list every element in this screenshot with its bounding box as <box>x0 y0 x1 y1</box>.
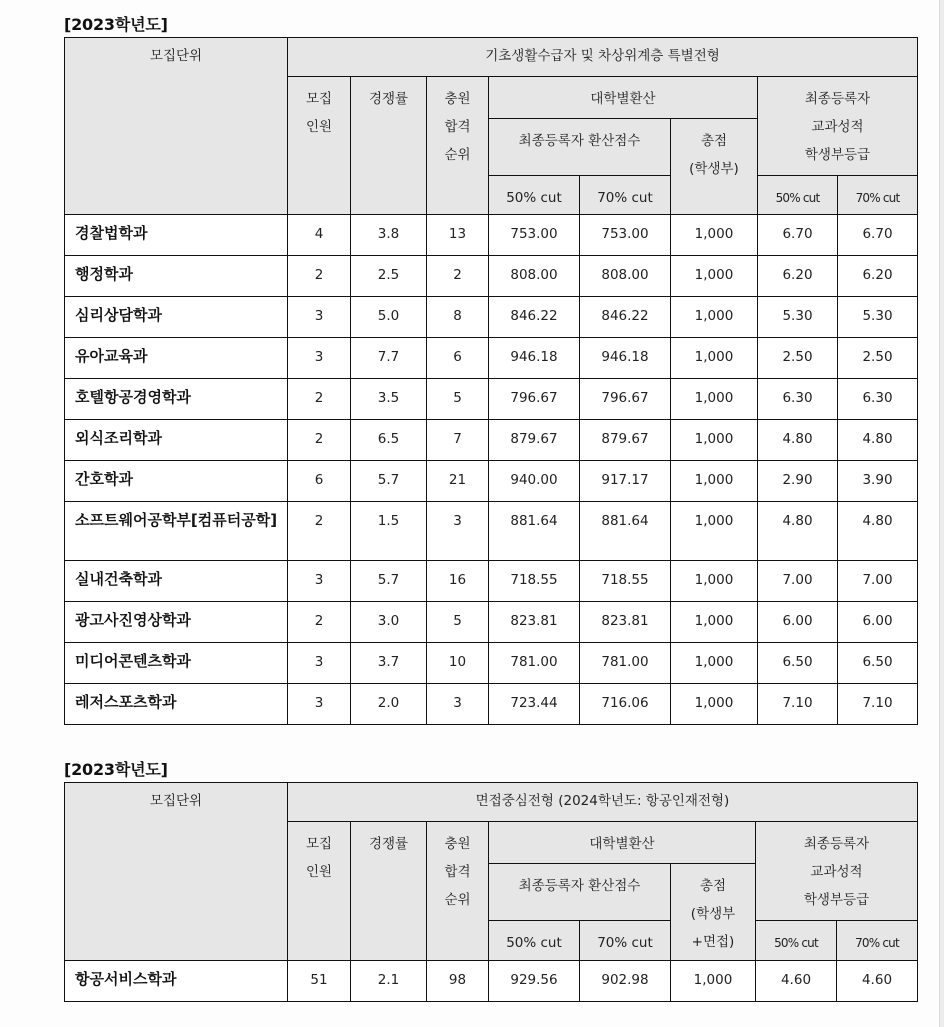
header-score-70: 70% cut <box>580 921 671 961</box>
table-row <box>65 338 918 379</box>
header-track: 기초생활수급자 및 차상위계층 특별전형 <box>288 38 918 77</box>
admission-table-special <box>64 37 918 725</box>
total: 1,000 <box>671 338 758 379</box>
unit-name: 실내건축학과 <box>65 561 288 602</box>
grade-70: 7.00 <box>838 561 918 602</box>
competition: 3.5 <box>351 379 427 420</box>
recruit: 3 <box>288 643 351 684</box>
unit-name: 경찰법학과 <box>65 215 288 256</box>
header-competition: 경쟁률 <box>351 822 427 961</box>
total: 1,000 <box>671 461 758 502</box>
unit-name: 광고사진영상학과 <box>65 602 288 643</box>
header-competition: 경쟁률 <box>351 77 427 215</box>
fill-rank: 2 <box>427 256 489 297</box>
score-50: 796.67 <box>489 379 580 420</box>
grade-50: 4.80 <box>758 502 838 561</box>
header-grade-50: 50% cut <box>758 176 838 215</box>
competition: 5.0 <box>351 297 427 338</box>
grade-50: 6.00 <box>758 602 838 643</box>
fill-rank: 10 <box>427 643 489 684</box>
grade-50: 2.90 <box>758 461 838 502</box>
header-grade-70: 70% cut <box>838 176 918 215</box>
fill-rank: 13 <box>427 215 489 256</box>
grade-50: 2.50 <box>758 338 838 379</box>
score-50: 808.00 <box>489 256 580 297</box>
grade-50: 7.00 <box>758 561 838 602</box>
table-row <box>65 961 918 1002</box>
grade-70: 2.50 <box>838 338 918 379</box>
total: 1,000 <box>671 379 758 420</box>
fill-rank: 3 <box>427 502 489 561</box>
header-unit: 모집단위 <box>65 783 288 961</box>
header-final-grade: 최종등록자 교과성적 학생부등급 <box>758 77 918 176</box>
grade-70: 4.60 <box>837 961 918 1002</box>
competition: 2.5 <box>351 256 427 297</box>
unit-name: 호텔항공경영학과 <box>65 379 288 420</box>
grade-50: 4.80 <box>758 420 838 461</box>
fill-rank: 3 <box>427 684 489 725</box>
score-70: 718.55 <box>580 561 671 602</box>
unit-name: 유아교육과 <box>65 338 288 379</box>
header-total: 총점 (학생부 +면접) <box>671 864 756 961</box>
table-row <box>65 561 918 602</box>
admission-table-interview <box>64 782 918 1002</box>
header-score-50: 50% cut <box>489 176 580 215</box>
grade-70: 6.70 <box>838 215 918 256</box>
recruit: 3 <box>288 338 351 379</box>
grade-70: 4.80 <box>838 420 918 461</box>
header-univ-conv: 대학별환산 <box>489 822 756 864</box>
competition: 5.7 <box>351 561 427 602</box>
unit-name: 행정학과 <box>65 256 288 297</box>
grade-50: 4.60 <box>756 961 837 1002</box>
grade-50: 6.70 <box>758 215 838 256</box>
grade-70: 7.10 <box>838 684 918 725</box>
score-70: 879.67 <box>580 420 671 461</box>
score-70: 946.18 <box>580 338 671 379</box>
competition: 5.7 <box>351 461 427 502</box>
total: 1,000 <box>671 502 758 561</box>
score-70: 902.98 <box>580 961 671 1002</box>
table-row <box>65 684 918 725</box>
score-50: 881.64 <box>489 502 580 561</box>
header-score-70: 70% cut <box>580 176 671 215</box>
header-score-50: 50% cut <box>489 921 580 961</box>
grade-70: 3.90 <box>838 461 918 502</box>
grade-50: 6.30 <box>758 379 838 420</box>
score-70: 846.22 <box>580 297 671 338</box>
total: 1,000 <box>671 961 756 1002</box>
recruit: 4 <box>288 215 351 256</box>
total: 1,000 <box>671 561 758 602</box>
recruit: 2 <box>288 502 351 561</box>
score-70: 881.64 <box>580 502 671 561</box>
recruit: 6 <box>288 461 351 502</box>
grade-70: 6.30 <box>838 379 918 420</box>
total: 1,000 <box>671 256 758 297</box>
score-50: 823.81 <box>489 602 580 643</box>
table-row <box>65 643 918 684</box>
score-70: 796.67 <box>580 379 671 420</box>
competition: 6.5 <box>351 420 427 461</box>
scrollbar[interactable] <box>939 0 944 1027</box>
total: 1,000 <box>671 297 758 338</box>
header-recruit: 모집 인원 <box>288 822 351 961</box>
competition: 3.8 <box>351 215 427 256</box>
header-track: 면접중심전형 (2024학년도: 항공인재전형) <box>288 783 918 822</box>
header-fill-rank: 충원 합격 순위 <box>427 77 489 215</box>
score-50: 929.56 <box>489 961 580 1002</box>
score-50: 718.55 <box>489 561 580 602</box>
recruit: 2 <box>288 602 351 643</box>
score-50: 879.67 <box>489 420 580 461</box>
score-70: 716.06 <box>580 684 671 725</box>
score-50: 723.44 <box>489 684 580 725</box>
score-70: 753.00 <box>580 215 671 256</box>
recruit: 2 <box>288 256 351 297</box>
competition: 2.1 <box>351 961 427 1002</box>
table-row <box>65 502 918 561</box>
fill-rank: 5 <box>427 379 489 420</box>
header-fill-rank: 충원 합격 순위 <box>427 822 489 961</box>
competition: 1.5 <box>351 502 427 561</box>
fill-rank: 8 <box>427 297 489 338</box>
grade-70: 6.20 <box>838 256 918 297</box>
grade-70: 4.80 <box>838 502 918 561</box>
grade-50: 7.10 <box>758 684 838 725</box>
score-50: 846.22 <box>489 297 580 338</box>
recruit: 3 <box>288 684 351 725</box>
table-row <box>65 420 918 461</box>
competition: 3.0 <box>351 602 427 643</box>
header-final-score: 최종등록자 환산점수 <box>489 119 671 176</box>
unit-name: 미디어콘텐츠학과 <box>65 643 288 684</box>
header-unit: 모집단위 <box>65 38 288 215</box>
unit-name: 소프트웨어공학부[컴퓨터공학] <box>65 502 288 561</box>
header-total: 총점 (학생부) <box>671 119 758 215</box>
recruit: 2 <box>288 420 351 461</box>
header-final-score: 최종등록자 환산점수 <box>489 864 671 921</box>
total: 1,000 <box>671 602 758 643</box>
score-70: 781.00 <box>580 643 671 684</box>
total: 1,000 <box>671 215 758 256</box>
header-univ-conv: 대학별환산 <box>489 77 758 119</box>
fill-rank: 16 <box>427 561 489 602</box>
table-row <box>65 602 918 643</box>
score-50: 946.18 <box>489 338 580 379</box>
unit-name: 항공서비스학과 <box>65 961 288 1002</box>
score-70: 823.81 <box>580 602 671 643</box>
grade-50: 6.20 <box>758 256 838 297</box>
grade-50: 5.30 <box>758 297 838 338</box>
score-50: 753.00 <box>489 215 580 256</box>
recruit: 3 <box>288 297 351 338</box>
table-row <box>65 297 918 338</box>
fill-rank: 7 <box>427 420 489 461</box>
total: 1,000 <box>671 643 758 684</box>
section-title-2: [2023학년도] <box>64 760 168 779</box>
unit-name: 레저스포츠학과 <box>65 684 288 725</box>
recruit: 3 <box>288 561 351 602</box>
table-row <box>65 215 918 256</box>
header-final-grade: 최종등록자 교과성적 학생부등급 <box>756 822 918 921</box>
header-grade-70: 70% cut <box>837 921 918 961</box>
fill-rank: 21 <box>427 461 489 502</box>
fill-rank: 6 <box>427 338 489 379</box>
grade-50: 6.50 <box>758 643 838 684</box>
grade-70: 5.30 <box>838 297 918 338</box>
recruit: 2 <box>288 379 351 420</box>
fill-rank: 98 <box>427 961 489 1002</box>
competition: 2.0 <box>351 684 427 725</box>
score-50: 781.00 <box>489 643 580 684</box>
section-title-1: [2023학년도] <box>64 15 168 34</box>
total: 1,000 <box>671 420 758 461</box>
header-grade-50: 50% cut <box>756 921 837 961</box>
unit-name: 간호학과 <box>65 461 288 502</box>
competition: 3.7 <box>351 643 427 684</box>
grade-70: 6.00 <box>838 602 918 643</box>
total: 1,000 <box>671 684 758 725</box>
grade-70: 6.50 <box>838 643 918 684</box>
table-row <box>65 461 918 502</box>
fill-rank: 5 <box>427 602 489 643</box>
unit-name: 심리상담학과 <box>65 297 288 338</box>
score-70: 917.17 <box>580 461 671 502</box>
header-recruit: 모집 인원 <box>288 77 351 215</box>
table-row <box>65 379 918 420</box>
score-50: 940.00 <box>489 461 580 502</box>
table-row <box>65 256 918 297</box>
recruit: 51 <box>288 961 351 1002</box>
score-70: 808.00 <box>580 256 671 297</box>
unit-name: 외식조리학과 <box>65 420 288 461</box>
competition: 7.7 <box>351 338 427 379</box>
